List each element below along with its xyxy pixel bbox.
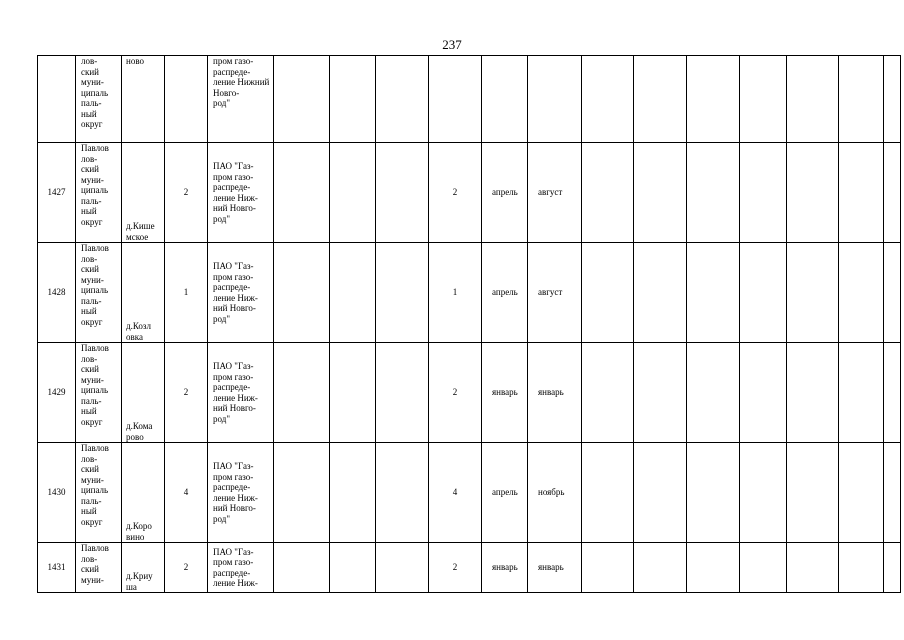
- empty-cell: [330, 243, 376, 343]
- empty-cell: [687, 243, 740, 343]
- empty-cell: [330, 143, 376, 243]
- empty-cell: [582, 243, 634, 343]
- empty-cell: [376, 343, 429, 443]
- empty-cell: [839, 143, 884, 243]
- end-month-cell-text: январь: [538, 387, 564, 398]
- start-month-cell: [482, 143, 528, 243]
- empty-cell: [582, 443, 634, 543]
- empty-cell: [884, 56, 901, 143]
- empty-cell: [740, 243, 787, 343]
- organization-cell-text: ПАО "Газ- пром газо- распреде- ление Ниж- ний Новго- род": [213, 261, 258, 324]
- total-cell: [429, 243, 482, 343]
- empty-cell: [787, 243, 839, 343]
- empty-cell: [884, 243, 901, 343]
- locality-cell: [122, 243, 165, 343]
- quantity-cell: [165, 443, 208, 543]
- end-month-cell-text: август: [538, 187, 563, 198]
- empty-cell: [884, 343, 901, 443]
- page-number: 237: [442, 37, 462, 52]
- empty-cell: [740, 56, 787, 143]
- organization-cell: [208, 143, 274, 243]
- total-cell: [429, 343, 482, 443]
- empty-cell: [787, 543, 839, 593]
- row-number-text: 1431: [47, 562, 66, 573]
- total-cell: [429, 56, 482, 143]
- empty-cell: [582, 343, 634, 443]
- empty-cell: [274, 343, 330, 443]
- empty-cell: [787, 343, 839, 443]
- locality-cell: [122, 143, 165, 243]
- empty-cell: [330, 343, 376, 443]
- empty-cell: [884, 143, 901, 243]
- organization-cell: [208, 243, 274, 343]
- row-number: [38, 56, 76, 143]
- empty-cell: [839, 56, 884, 143]
- table-row: [38, 143, 901, 243]
- end-month-cell: [528, 143, 582, 243]
- start-month-cell-text: апрель: [492, 187, 518, 198]
- row-number: [38, 443, 76, 543]
- locality-cell-text: д.Кише мское: [126, 221, 155, 242]
- data-table: [37, 55, 901, 593]
- total-cell-text: 2: [452, 387, 458, 398]
- empty-cell: [687, 56, 740, 143]
- row-number: [38, 343, 76, 443]
- end-month-cell: [528, 243, 582, 343]
- locality-cell: [122, 56, 165, 143]
- organization-cell-text: ПАО "Газ- пром газо- распреде- ление Ниж- ний Новго- род": [213, 461, 258, 524]
- start-month-cell-text: январь: [492, 387, 518, 398]
- table-row: [38, 243, 901, 343]
- row-number: [38, 543, 76, 593]
- end-month-cell-text: январь: [538, 562, 564, 573]
- district-cell: [76, 56, 122, 143]
- table-row: [38, 56, 901, 143]
- empty-cell: [582, 143, 634, 243]
- quantity-cell-text: 1: [183, 287, 189, 298]
- organization-cell: [208, 443, 274, 543]
- locality-cell-text: д.Коро вино: [126, 521, 152, 542]
- empty-cell: [839, 243, 884, 343]
- district-cell-text: Павлов лов- ский муни- ципаль паль- ный округ: [81, 243, 109, 327]
- quantity-cell: [165, 143, 208, 243]
- total-cell-text: 2: [452, 562, 458, 573]
- start-month-cell-text: апрель: [492, 487, 518, 498]
- start-month-cell: [482, 343, 528, 443]
- empty-cell: [274, 56, 330, 143]
- quantity-cell: [165, 243, 208, 343]
- empty-cell: [274, 143, 330, 243]
- empty-cell: [274, 243, 330, 343]
- end-month-cell: [528, 56, 582, 143]
- end-month-cell: [528, 543, 582, 593]
- district-cell: [76, 443, 122, 543]
- organization-cell: [208, 343, 274, 443]
- quantity-cell-text: 2: [183, 387, 189, 398]
- locality-cell-text: ново: [126, 56, 145, 66]
- row-number-text: 1429: [47, 387, 66, 398]
- empty-cell: [740, 543, 787, 593]
- end-month-cell: [528, 443, 582, 543]
- organization-cell: [208, 56, 274, 143]
- end-month-cell: [528, 343, 582, 443]
- start-month-cell: [482, 56, 528, 143]
- empty-cell: [634, 343, 687, 443]
- district-cell: [76, 543, 122, 593]
- empty-cell: [839, 443, 884, 543]
- quantity-cell-text: 2: [183, 187, 189, 198]
- empty-cell: [634, 443, 687, 543]
- row-number-text: 1428: [47, 287, 66, 298]
- district-cell-text: Павлов лов- ский муни- ципаль паль- ный округ: [81, 343, 109, 427]
- start-month-cell-text: январь: [492, 562, 518, 573]
- quantity-cell: [165, 343, 208, 443]
- empty-cell: [330, 443, 376, 543]
- organization-cell-text: ПАО "Газ- пром газо- распреде- ление Ниж-: [213, 546, 258, 588]
- end-month-cell-text: ноябрь: [538, 487, 565, 498]
- locality-cell-text: д.Козл овка: [126, 321, 151, 342]
- district-cell-text: Павлов лов- ский муни- ципаль паль- ный округ: [81, 443, 109, 527]
- locality-cell: [122, 443, 165, 543]
- total-cell: [429, 143, 482, 243]
- organization-cell-text: пром газо- распреде- ление Нижний Новго- род": [213, 56, 270, 108]
- quantity-cell: [165, 56, 208, 143]
- empty-cell: [634, 543, 687, 593]
- empty-cell: [330, 543, 376, 593]
- empty-cell: [740, 443, 787, 543]
- empty-cell: [582, 543, 634, 593]
- empty-cell: [839, 343, 884, 443]
- empty-cell: [839, 543, 884, 593]
- quantity-cell: [165, 543, 208, 593]
- empty-cell: [787, 443, 839, 543]
- empty-cell: [274, 543, 330, 593]
- table-row: [38, 543, 901, 593]
- row-number-text: 1430: [47, 487, 66, 498]
- empty-cell: [634, 143, 687, 243]
- empty-cell: [687, 143, 740, 243]
- empty-cell: [376, 243, 429, 343]
- district-cell-text: Павлов лов- ский муни- ципаль паль- ный округ: [81, 143, 109, 227]
- total-cell-text: 1: [452, 287, 458, 298]
- organization-cell-text: ПАО "Газ- пром газо- распреде- ление Ниж- ний Новго- род": [213, 361, 258, 424]
- start-month-cell: [482, 443, 528, 543]
- quantity-cell-text: 4: [183, 487, 189, 498]
- row-number-text: 1427: [47, 187, 66, 198]
- locality-cell: [122, 543, 165, 593]
- start-month-cell-text: апрель: [492, 287, 518, 298]
- empty-cell: [376, 443, 429, 543]
- district-cell: [76, 343, 122, 443]
- locality-cell-text: д.Кома рово: [126, 421, 153, 442]
- total-cell: [429, 443, 482, 543]
- quantity-cell-text: 2: [183, 562, 189, 573]
- locality-cell: [122, 343, 165, 443]
- row-number: [38, 243, 76, 343]
- empty-cell: [687, 343, 740, 443]
- total-cell: [429, 543, 482, 593]
- empty-cell: [582, 56, 634, 143]
- empty-cell: [740, 143, 787, 243]
- empty-cell: [687, 443, 740, 543]
- empty-cell: [687, 543, 740, 593]
- organization-cell-text: ПАО "Газ- пром газо- распреде- ление Ниж- ний Новго- род": [213, 161, 258, 224]
- empty-cell: [634, 243, 687, 343]
- empty-cell: [740, 343, 787, 443]
- empty-cell: [884, 443, 901, 543]
- empty-cell: [787, 56, 839, 143]
- total-cell-text: 2: [452, 187, 458, 198]
- empty-cell: [376, 543, 429, 593]
- table-row: [38, 343, 901, 443]
- end-month-cell-text: август: [538, 287, 563, 298]
- district-cell-text: Павлов лов- ский муни-: [81, 543, 109, 585]
- empty-cell: [787, 143, 839, 243]
- empty-cell: [330, 56, 376, 143]
- empty-cell: [884, 543, 901, 593]
- district-cell: [76, 243, 122, 343]
- empty-cell: [634, 56, 687, 143]
- total-cell-text: 4: [452, 487, 458, 498]
- organization-cell: [208, 543, 274, 593]
- empty-cell: [376, 143, 429, 243]
- locality-cell-text: д.Криу ша: [126, 571, 153, 592]
- table-row: [38, 443, 901, 543]
- district-cell-text: лов- ский муни- ципаль паль- ный округ: [81, 56, 109, 129]
- empty-cell: [376, 56, 429, 143]
- row-number: [38, 143, 76, 243]
- start-month-cell: [482, 243, 528, 343]
- start-month-cell: [482, 543, 528, 593]
- district-cell: [76, 143, 122, 243]
- empty-cell: [274, 443, 330, 543]
